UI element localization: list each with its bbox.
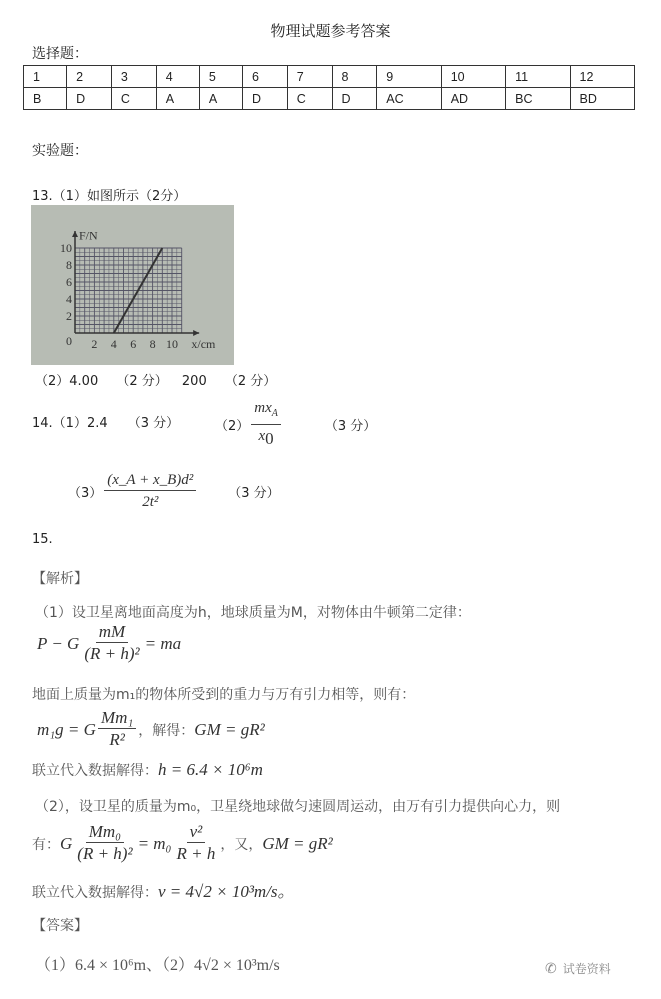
x-tick-label: 10 (166, 337, 178, 351)
q13-part1: 13.（1）如图所示（2分） (32, 189, 187, 204)
line3-text: 联立代入数据解得： (32, 763, 158, 779)
question-number-cell: 9 (377, 66, 441, 88)
denominator: (R + h)² (84, 644, 140, 663)
q14-part3-score: （3 分） (228, 486, 280, 501)
analysis-line1: （1）设卫星离地面高度为h，地球质量为M，对物体由牛顿第二定律： (35, 605, 471, 621)
answer-cell: D (67, 88, 112, 110)
q14-part3-label: （3） (68, 486, 103, 501)
q14-part1-score: （3 分） (127, 416, 180, 431)
q13-part2-score: （2 分） (116, 374, 168, 389)
line5-math: v = 4√2 × 10³m/s。 (158, 882, 295, 901)
denominator: (R + h)² (77, 844, 133, 863)
analysis-line5 (32, 877, 295, 902)
y-tick-label: 2 (66, 309, 72, 323)
numerator: mx (254, 400, 272, 416)
denominator: 2t² (142, 494, 159, 510)
denominator: R + h (176, 844, 216, 863)
question-number-cell: 6 (243, 66, 288, 88)
question-number-cell: 4 (156, 66, 199, 88)
answer-cell: A (199, 88, 242, 110)
analysis-line3 (32, 760, 263, 780)
x-tick-label: 6 (130, 337, 137, 351)
table-row-answers (24, 88, 635, 110)
eq3-prefix: 有： (32, 836, 60, 853)
subscript: A (271, 408, 278, 419)
answer-cell: BC (506, 88, 570, 110)
eq3-fraction1 (74, 822, 135, 865)
question-number-cell: 7 (287, 66, 332, 88)
watermark-text: 试卷资料 (562, 962, 611, 976)
equation-1 (37, 622, 181, 665)
question-number-cell: 8 (332, 66, 377, 88)
analysis-line2: 地面上质量为m₁的物体所受到的重力与万有引力相等，则有： (32, 687, 416, 703)
eq2-fraction (98, 708, 136, 751)
q13-part2 (35, 370, 276, 389)
denominator: x (258, 428, 266, 444)
y-tick-label: 8 (66, 258, 72, 272)
answer-label: 【答案】 (32, 918, 88, 934)
answer-cell: B (24, 88, 67, 110)
numerator: Mm₀ (86, 822, 124, 843)
x-tick-label: 8 (149, 337, 156, 351)
eq2-right: GM = gR² (194, 719, 265, 739)
table-row-numbers (24, 66, 635, 88)
question-number-cell: 11 (506, 66, 570, 88)
q14-part2 (215, 398, 376, 450)
q14-part2-label: （2） (215, 418, 250, 434)
denominator: R² (109, 730, 125, 749)
final-answer: （1）6.4 × 10⁶m、（2）4√2 × 10³m/s (35, 957, 280, 974)
x-axis-label: x/cm (191, 337, 216, 351)
answer-cell: C (111, 88, 156, 110)
line3-math: h = 6.4 × 10⁶m (158, 760, 263, 779)
analysis-label: 【解析】 (32, 571, 88, 587)
y-tick-label: 6 (66, 275, 72, 289)
y-axis-label: F/N (79, 228, 98, 243)
q14-part2-score: （3 分） (324, 418, 377, 434)
q14-part2-fraction (251, 398, 281, 450)
eq1-left: P − G (37, 633, 80, 653)
question-number-cell: 3 (111, 66, 156, 88)
numerator: Mm₁ (98, 708, 136, 729)
numerator: mM (96, 622, 128, 643)
answer-cell: D (332, 88, 377, 110)
answer-cell: D (243, 88, 288, 110)
force-extension-graph (31, 205, 234, 365)
subscript: 0 (265, 429, 274, 448)
answer-cell: C (287, 88, 332, 110)
eq1-fraction (81, 622, 142, 665)
q14-part3 (68, 470, 280, 513)
answer-cell: BD (570, 88, 634, 110)
eq1-right: = ma (144, 633, 182, 653)
x-tick-label: 2 (91, 337, 98, 351)
eq3-left: G (60, 833, 73, 853)
experiment-section-label: 实验题： (32, 143, 88, 159)
eq3-right: GM = gR² (262, 833, 333, 853)
q13-part2-value: 200 (181, 374, 207, 389)
watermark (545, 960, 611, 977)
answer-cell: AD (441, 88, 505, 110)
x-tick-label: 4 (110, 337, 117, 351)
question-number-cell: 2 (67, 66, 112, 88)
q13-part2-label: （2）4.00 (35, 374, 99, 389)
question-number-cell: 12 (570, 66, 634, 88)
wechat-icon: ✆ (545, 960, 557, 977)
eq3-fraction2 (173, 822, 218, 865)
answer-cell: AC (377, 88, 441, 110)
q13-part2-score2: （2 分） (224, 374, 277, 389)
equation-2 (37, 708, 265, 751)
choice-answer-table (23, 65, 635, 110)
question-number-cell: 1 (24, 66, 67, 88)
origin-label: 0 (66, 334, 72, 348)
question-number-cell: 10 (441, 66, 505, 88)
answer-cell: A (156, 88, 199, 110)
y-tick-label: 10 (60, 241, 72, 255)
equation-3 (32, 822, 333, 865)
eq3-also: ，又， (220, 836, 263, 853)
q15-label: 15. (32, 532, 53, 547)
q14-part3-fraction (104, 470, 196, 513)
choice-section-label: 选择题： (32, 46, 88, 62)
page-title: 物理试题参考答案 (270, 22, 391, 40)
y-tick-label: 4 (66, 292, 72, 306)
eq2-mid: ，解得： (138, 722, 195, 739)
q14-part1 (32, 412, 179, 431)
eq3-mid: = m₀ (137, 833, 172, 853)
eq2-left: m₁g = G (37, 719, 96, 739)
question-number-cell: 5 (199, 66, 242, 88)
numerator: v² (187, 822, 206, 843)
line5-text: 联立代入数据解得： (32, 885, 158, 901)
analysis-line4: （2），设卫星的质量为m₀，卫星绕地球做匀速圆周运动，由万有引力提供向心力，则 (35, 799, 561, 815)
numerator: (x_A + x_B)d² (104, 470, 196, 491)
q14-part1-answer: 14.（1）2.4 (32, 416, 108, 431)
